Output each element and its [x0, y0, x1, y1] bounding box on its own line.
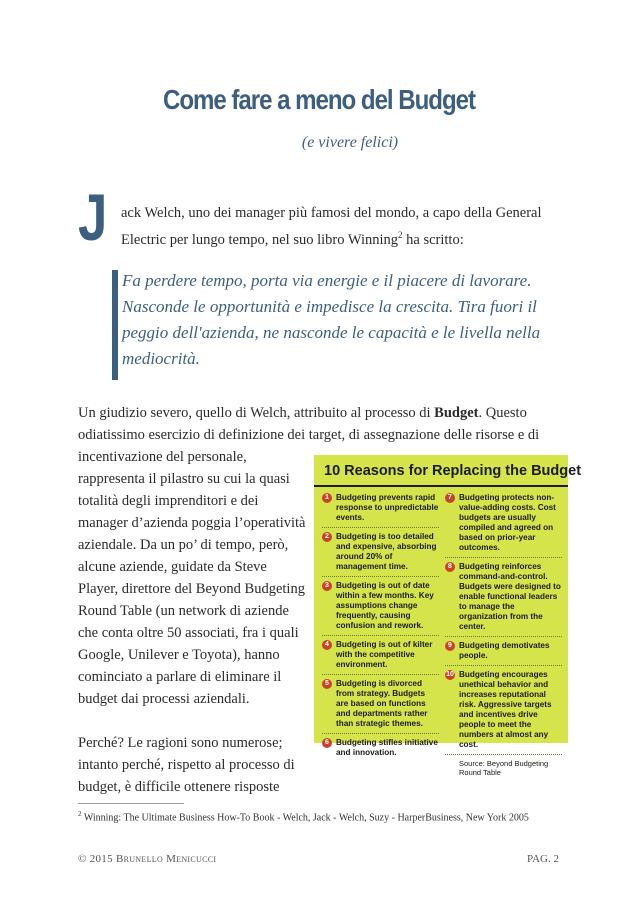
- intro-text-b: ha scritto:: [402, 231, 464, 248]
- reason-text: Budgeting is divorced from strategy. Budgets are based on functions and departments rather than strategic themes.: [336, 679, 428, 728]
- body-bold-term: Budget: [434, 405, 479, 421]
- infobox-source: Source: Beyond Budgeting Round Table: [459, 759, 549, 777]
- reason-number-badge: 8: [445, 562, 455, 572]
- reason-text: Budgeting encourages unethical behavior and increases reputational risk. Aggressive targets and incentives drive people to meet the numbers at almost any cost.: [459, 670, 552, 749]
- reason-number-badge: 5: [322, 679, 332, 689]
- infobox-title: 10 Reasons for Replacing the Budget: [314, 455, 568, 487]
- quote-bar: [112, 270, 118, 380]
- reason-item: [322, 532, 439, 577]
- intro-paragraph: [121, 202, 571, 251]
- footer-page-number: PAG. 2: [527, 853, 559, 865]
- text-column: [78, 446, 310, 820]
- document-subtitle: (e vivere felici): [301, 134, 399, 151]
- intro-text-a: ack Welch, uno dei manager più famosi del mondo, a capo della General Electric per lungo tempo, nel suo libro Winning: [121, 205, 542, 248]
- reason-text: Budgeting stifles initiative and innovation.: [336, 738, 438, 757]
- footer-copyright: © 2015 Brunello Menicucci: [78, 853, 217, 865]
- column-paragraph-1: incentivazione del personale, rappresenta il pilastro su cui la quasi totalità degli imprenditori e dei manager d’azienda poggia l’operatività aziendale. Da un po’ di tempo, però, alcune aziende, guidate da Steve Player, direttore del Beyond Budgeting Round Table (un network di aziende che conta oltre 50 associati, fra i quali Google, Unilever e Toyota), hanno cominciato a parlare di eliminare il budget dai processi aziendali.: [78, 449, 306, 707]
- reason-text: Budgeting reinforces command-and-control. Budgets were designed to enable functional leaders to manage the organization from the center.: [459, 562, 561, 631]
- reason-number-badge: 1: [322, 493, 332, 503]
- reason-item: [445, 641, 562, 666]
- reason-item: [445, 562, 562, 637]
- drop-cap: J: [78, 180, 108, 254]
- reason-item: [322, 679, 439, 734]
- footnote-rule: [78, 803, 184, 804]
- reason-item: [445, 493, 562, 558]
- reason-text: Budgeting protects non-value-adding costs. Cost budgets are usually compiled and agreed on based on prior-year outcomes.: [459, 493, 556, 552]
- reason-number-badge: 10: [446, 671, 454, 678]
- reason-number-badge: 3: [322, 581, 332, 591]
- body-paragraph-1: [78, 402, 558, 446]
- reason-number-badge: 2: [322, 532, 332, 542]
- reasons-infobox: [314, 455, 582, 777]
- footnote-number: 2: [78, 810, 82, 818]
- reason-text: Budgeting prevents rapid response to unpredictable events.: [336, 493, 439, 522]
- reason-item: [445, 670, 562, 755]
- body-text: Un giudizio severo, quello di Welch, attribuito al processo di: [78, 405, 435, 421]
- reason-text: Budgeting is out of date within a few months. Key assumptions change frequently, causing confusion and rework.: [336, 581, 434, 630]
- reason-text: Budgeting demotivates people.: [459, 641, 550, 660]
- reason-number-badge: 7: [445, 493, 455, 503]
- column-paragraph-2: Perché? Le ragioni sono numerose; intanto perché, rispetto al processo di budget, è difficile ottenere risposte: [78, 735, 295, 795]
- body-text: . Questo odiatissimo esercizio di definizione dei target, di assegnazione delle risorse e di: [78, 405, 540, 443]
- infobox-left-column: [322, 493, 439, 777]
- reason-item: [322, 738, 439, 762]
- footnote-text: Winning: The Ultimate Business How-To Book - Welch, Jack - Welch, Suzy - HarperBusiness, New York 2005: [81, 812, 529, 824]
- reason-item: [322, 640, 439, 675]
- reason-item: [322, 581, 439, 636]
- reason-item: [322, 493, 439, 528]
- footnote: [78, 810, 578, 823]
- reason-text: Budgeting is out of kilter with the competitive environment.: [336, 640, 433, 669]
- document-title: Come fare a meno del Budget: [162, 84, 475, 115]
- reason-number-badge: 9: [445, 641, 455, 651]
- pull-quote: Fa perdere tempo, porta via energie e il piacere di lavorare. Nasconde le opportunità e impedisce la crescita. Tira fuori il peggio dell'azienda, ne nasconde le capacità e le livella nella mediocrità.: [122, 271, 541, 368]
- infobox-right-column: [445, 493, 562, 777]
- reason-text: Budgeting is too detailed and expensive, absorbing around 20% of management time.: [336, 532, 437, 571]
- reason-number-badge: 4: [322, 640, 332, 650]
- footnote-ref: 2: [398, 230, 403, 240]
- infobox-columns: [314, 487, 568, 777]
- reason-number-badge: 6: [322, 738, 332, 748]
